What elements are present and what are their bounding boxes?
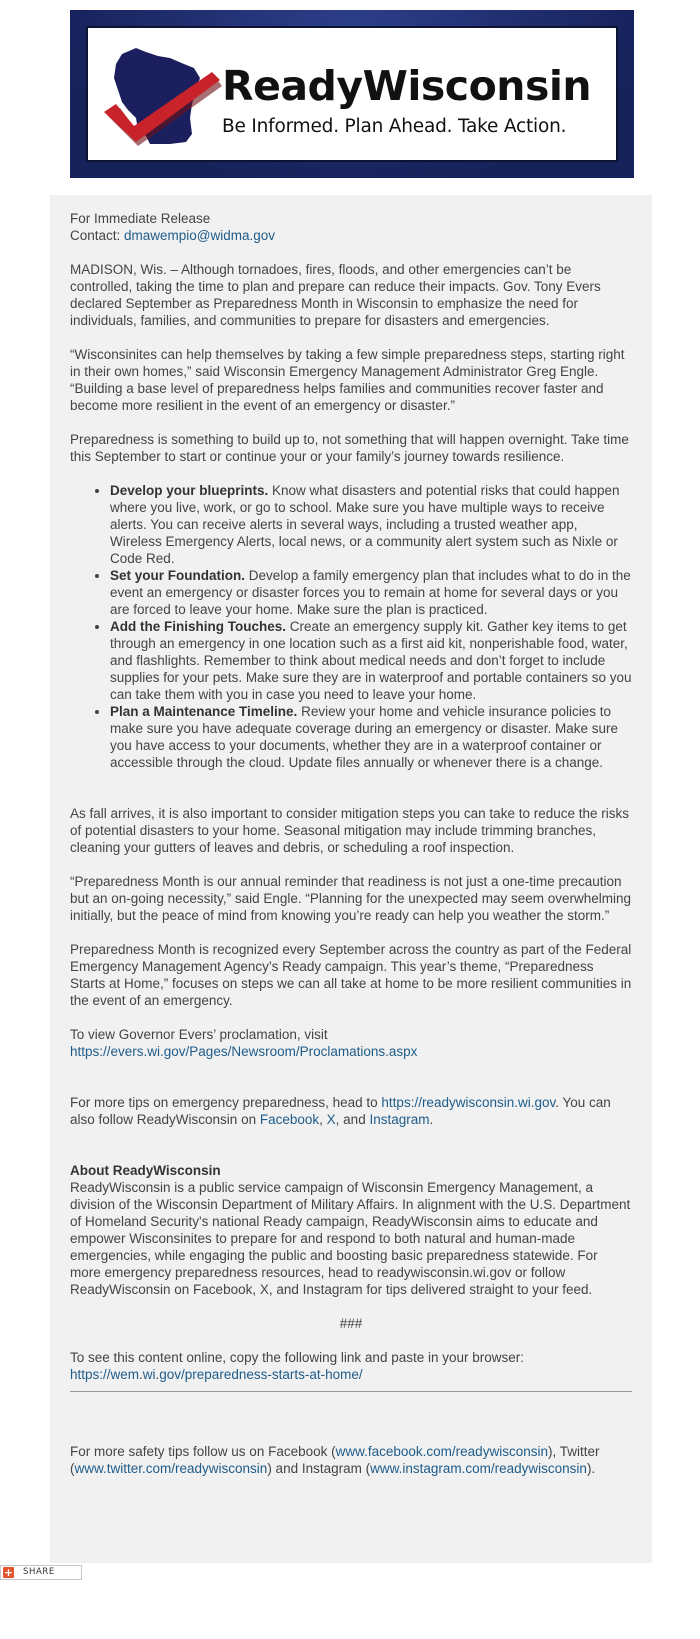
step-text: Develop a family emergency plan that includes what to do in the event an emergency or disaster forces you to remain at home for several days or you are forced to leave your home. Make sure the plan is practiced. <box>110 568 631 617</box>
x-link[interactable]: X <box>326 1112 336 1127</box>
tips-period: . <box>429 1112 434 1127</box>
end-mark: ### <box>339 1316 363 1331</box>
step-text: Know what disasters and potential risks that could happen where you live, work, or go to school. Make sure you have multiple ways to receive alerts. You can receive alerts in several ways, including a trusted weather app, Wireless Emergency Alerts, local news, or a community alert system such as Nixle or Code Red. <box>110 483 620 566</box>
list-item <box>110 482 632 567</box>
step-title: Set your Foundation. <box>110 568 245 583</box>
preparedness-steps-list <box>70 482 632 771</box>
separator-text: , <box>319 1112 327 1127</box>
tips-text: For more tips on emergency preparedness, head to <box>70 1095 382 1110</box>
step-title: Plan a Maintenance Timeline. <box>110 704 298 719</box>
footer-text-end: ). <box>586 1461 596 1476</box>
wisconsin-check-logo-icon <box>100 38 225 156</box>
step-title: Develop your blueprints. <box>110 483 269 498</box>
contact-email-link[interactable]: dmawempio@widma.gov <box>124 228 276 243</box>
paragraph-tips <box>70 1094 632 1128</box>
list-item <box>110 567 632 618</box>
separator-text-2: , and <box>335 1112 370 1127</box>
release-label: For Immediate Release <box>70 211 211 226</box>
contact-label: Contact: <box>70 228 125 243</box>
brand-tagline: Be Informed. Plan Ahead. Take Action. <box>222 116 567 137</box>
paragraph-mitigation: As fall arrives, it is also important to consider mitigation steps you can take to reduce the risks of potential disasters to your home. Seasonal mitigation may include trimming branches, cleaning your gutters of leaves and debris, or scheduling a roof inspection. <box>70 806 629 855</box>
tips-text-2: . You can also follow ReadyWisconsin on <box>70 1095 611 1127</box>
proclamation-link[interactable]: https://evers.wi.gov/Pages/Newsroom/Proclamations.aspx <box>70 1044 418 1059</box>
footer-text: For more safety tips follow us on Facebook ( <box>70 1444 336 1459</box>
about-section <box>70 1162 632 1298</box>
list-item <box>110 703 632 771</box>
paragraph-proclamation <box>70 1026 632 1060</box>
footer-facebook-link[interactable]: www.facebook.com/readywisconsin <box>335 1444 548 1459</box>
footer-text-3: ) and Instagram ( <box>267 1461 371 1476</box>
release-header <box>70 210 632 244</box>
footer-social <box>70 1443 632 1477</box>
paragraph-quote-engle-2: “Preparedness Month is our annual reminder that readiness is not just a one-time precaution but an on-going necessity,” said Engle. “Planning for the unexpected may seem overwhelming initially, but the peace of mind from knowing you’re ready can help you weather the storm.” <box>70 874 632 923</box>
footer-twitter-link[interactable]: www.twitter.com/readywisconsin <box>74 1461 268 1476</box>
share-label: SHARE <box>23 1567 55 1577</box>
footer-instagram-link[interactable]: www.instagram.com/readywisconsin <box>370 1461 587 1476</box>
paragraph-intro: MADISON, Wis. – Although tornadoes, fires, floods, and other emergencies can’t be controlled, taking the time to plan and prepare can reduce their impacts. Gov. Tony Evers declared September as Preparedness Month in Wisconsin to emphasize the need for individuals, families, and communities to prepare for disasters and emergencies. <box>70 262 601 328</box>
facebook-link[interactable]: Facebook <box>259 1112 320 1127</box>
banner-logo-panel <box>86 26 618 162</box>
share-button[interactable] <box>0 1565 82 1580</box>
step-title: Add the Finishing Touches. <box>110 619 286 634</box>
step-text: Review your home and vehicle insurance policies to make sure you have adequate coverage during an emergency or disaster. Make sure you have access to your documents, whether they are in a waterproof container or accessible through the cloud. Update files annually or whenever there is a change. <box>110 704 619 770</box>
about-title: About ReadyWisconsin <box>70 1163 221 1178</box>
brand-title: ReadyWisconsin <box>222 62 592 110</box>
press-release-body <box>50 195 652 1563</box>
paragraph-preparedness: Preparedness is something to build up to, not something that will happen overnight. Take time this September to start or continue your or your family’s journey towards resilience. <box>70 432 629 464</box>
step-text: Create an emergency supply kit. Gather key items to get through an emergency in one location such as a first aid kit, nonperishable food, water, and flashlights. Remember to think about medical needs and don’t forget to include supplies for your pets. Make sure they are in waterproof and portable containers so you can take them with you in case you need to leave your home. <box>110 619 632 702</box>
list-item <box>110 618 632 703</box>
online-text: To see this content online, copy the following link and paste in your browser: <box>70 1350 525 1365</box>
plus-icon: + <box>3 1566 14 1579</box>
footer-text-2: ), Twitter ( <box>70 1444 600 1476</box>
online-link[interactable]: https://wem.wi.gov/preparedness-starts-at-home/ <box>70 1367 363 1382</box>
instagram-link[interactable]: Instagram <box>369 1112 430 1127</box>
paragraph-quote-engle: “Wisconsinites can help themselves by taking a few simple preparedness steps, starting right in their own homes,” said Wisconsin Emergency Management Administrator Greg Engle. “Building a base level of preparedness helps families and communities recover faster and become more resilient in the event of an emergency or disaster.” <box>70 347 625 413</box>
divider <box>70 1391 632 1392</box>
readywisconsin-link[interactable]: https://readywisconsin.wi.gov <box>381 1095 556 1110</box>
online-link-paragraph <box>70 1349 632 1383</box>
header-banner <box>70 10 634 178</box>
proclamation-text: To view Governor Evers’ proclamation, visit <box>70 1027 328 1042</box>
about-text: ReadyWisconsin is a public service campaign of Wisconsin Emergency Management, a division of the Wisconsin Department of Military Affairs. In alignment with the U.S. Department of Homeland Security's national Ready campaign, ReadyWisconsin aims to educate and empower Wisconsinites to prepare for and respond to both natural and human-made emergencies, while engaging the public and boosting basic preparedness statewide. For more emergency preparedness resources, head to readywisconsin.wi.gov or follow ReadyWisconsin on Facebook, X, and Instagram for tips delivered straight to your feed. <box>70 1180 631 1297</box>
paragraph-fema: Preparedness Month is recognized every September across the country as part of the Federal Emergency Management Agency’s Ready campaign. This year’s theme, “Preparedness Starts at Home,” focuses on steps we can all take at home to be more resilient communities in the event of an emergency. <box>70 942 632 1008</box>
